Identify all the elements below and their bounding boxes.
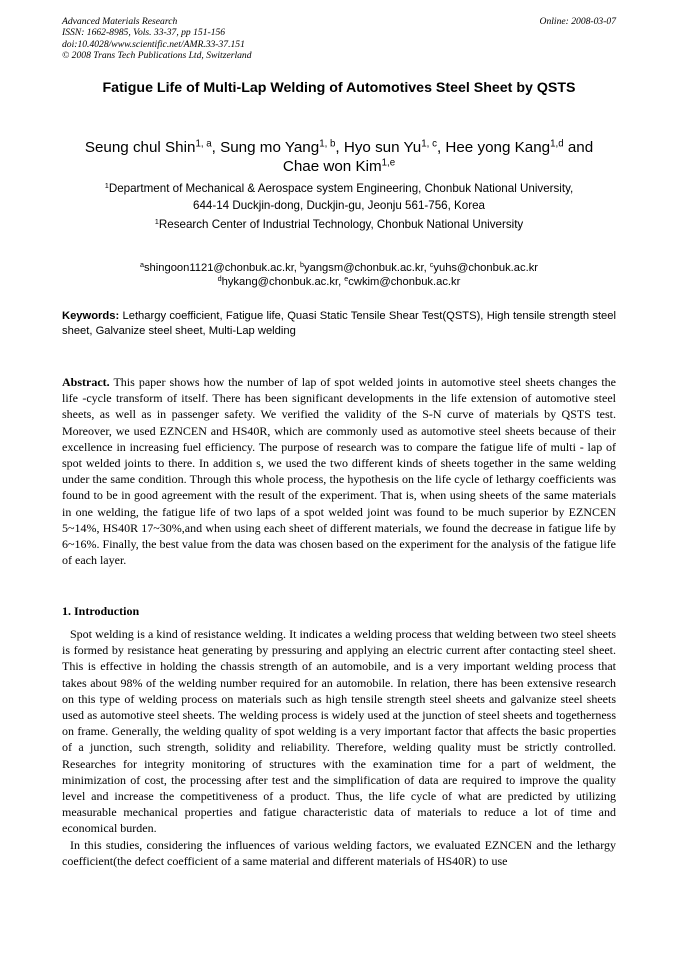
keywords-label: Keywords: [62,310,120,322]
copyright-line: © 2008 Trans Tech Publications Ltd, Switzerland [62,50,252,62]
email-address: hykang@chonbuk.ac.kr, [221,275,345,288]
author-list [40,138,638,176]
author-separator: , [436,139,446,156]
email-address: cwkim@chonbuk.ac.kr [348,275,461,288]
abstract [62,374,616,568]
keywords [62,309,616,339]
author-superscript: 1,e [381,157,396,169]
introduction-body [62,626,616,869]
author-name: Hyo sun Yu [343,139,422,156]
affiliation-superscript: 1 [104,180,109,190]
email-address: yangsm@chonbuk.ac.kr, [304,262,430,274]
author-superscript: 1, a [195,138,212,150]
abstract-label: Abstract. [62,375,110,389]
abstract-text: This paper shows how the number of lap of spot welded joints in automotive steel sheets changes the life -cycle transform of itself. There has been significant developments in the life extension of automotive steel sheets, as well as in passenger safety. We verified the validity of the S-N curve of materials by QSTS test. Moreover, we used EZNCEN and HS40R, which are commonly used as automotive steel sheets because of their excellence in increasing fuel efficiency. The purpose of research was to compare the fatigue life of multi - lap of spot welded joints to there. In addition s, we used the two different kinds of sheets together in the same welding under the same condition. Through this whole process, the hypothesis on the life cycle of lethargy coefficients was found to be in good agreement with the result of the experiment. That is, when using sheets of the same materials in one welding, the fatigue life of two laps of a spot welded joint was found to be much superior by EZNCEN 5~14%, HS40R 17~30%,and when using each sheet of different materials, we found the decrease in fatigue life by 6~16%. Finally, the best value from the data was chosen based on the experiment for the analysis of the fatigue life of each layer. [62,375,616,568]
affiliation-2 [40,217,638,234]
affiliation-superscript: 1 [154,216,159,226]
affiliation-line: Research Center of Industrial Technology, Chonbuk National University [158,218,524,231]
keywords-text: Lethargy coefficient, Fatigue life, Quasi Static Tensile Shear Test(QSTS), High tensile strength steel sheet, Galvanize steel sheet, Multi-Lap welding [62,310,616,337]
email-superscript: c [429,261,434,270]
author-separator: , [335,139,344,156]
paper-title: Fatigue Life of Multi-Lap Welding of Automotives Steel Sheet by QSTS [102,80,576,96]
journal-name: Advanced Materials Research [62,16,178,27]
author-superscript: 1,d [550,138,564,150]
author-name: Sung mo Yang [220,139,320,156]
paragraph [62,626,616,837]
paragraph [62,837,616,869]
issn-line: ISSN: 1662-8985, Vols. 33-37, pp 151-156 [62,27,226,39]
author-superscript: 1, b [319,138,336,150]
doi-line: doi:10.4028/www.scientific.net/AMR.33-37.151 [62,38,245,50]
email-superscript: e [344,274,349,283]
email-address: yuhs@chonbuk.ac.kr [433,262,539,274]
author-separator: and [563,139,594,156]
email-superscript: a [139,261,144,270]
author-name: Seung chul Shin [84,139,196,156]
author-name: Chae won Kim [282,158,382,175]
email-superscript: d [217,274,222,283]
author-superscript: 1, c [421,138,437,150]
affiliation-line: Department of Mechanical & Aerospace system Engineering, Chonbuk National University, [108,182,574,195]
email-address: shingoon1121@chonbuk.ac.kr, [143,262,301,274]
affiliation-line: 644-14 Duckjin-dong, Duckjin-gu, Jeonju 561-756, Korea [193,198,485,212]
online-date: Online: 2008-03-07 [539,16,616,27]
section-heading: 1. Introduction [62,604,140,618]
email-list [40,262,638,289]
paragraph-text: In this studies, considering the influences of various welding factors, we evaluated EZNCEN and the lethargy coefficient(the defect coefficient of a same material and different materials of HS40R) to use [62,837,616,868]
affiliation-1 [40,181,638,214]
author-name: Hee yong Kang [445,139,551,156]
author-separator: , [211,139,221,156]
paragraph-text: Spot welding is a kind of resistance welding. It indicates a welding process that welding between two steel sheets is formed by resistance heat generating by pressuring and applying an electric current after contacting steel sheet. This is effective in holding the chassis strength of an automobile, and is a very important welding process that takes about 98% of the welding number required for an automobile. In relation, there has been extensive research on this type of welding process on materials such as high tensile strength steel sheets and galvanize steel sheets used as automotive steel sheets. The welding process is widely used at the junction of steel sheets and togetherness on frame. Generally, the welding quality of spot welding is a very important factor that affects the basic properties of a junction, such strength, solidity and reliability. Therefore, welding quality must be strictly controlled. Researches for integrity monitoring of structures with the examination time for a part of weldment, the minimization of cost, the processing after test and the simplification of data are required to improve the quality level and increase the competitiveness of a product. Thus, the life cycle of what are predicted by utilizing measurable mechanical properties and fatigue characteristic data of materials to reduce a lot of time and economical burden. [62,627,616,836]
email-superscript: b [300,261,305,270]
journal-header [62,16,252,62]
